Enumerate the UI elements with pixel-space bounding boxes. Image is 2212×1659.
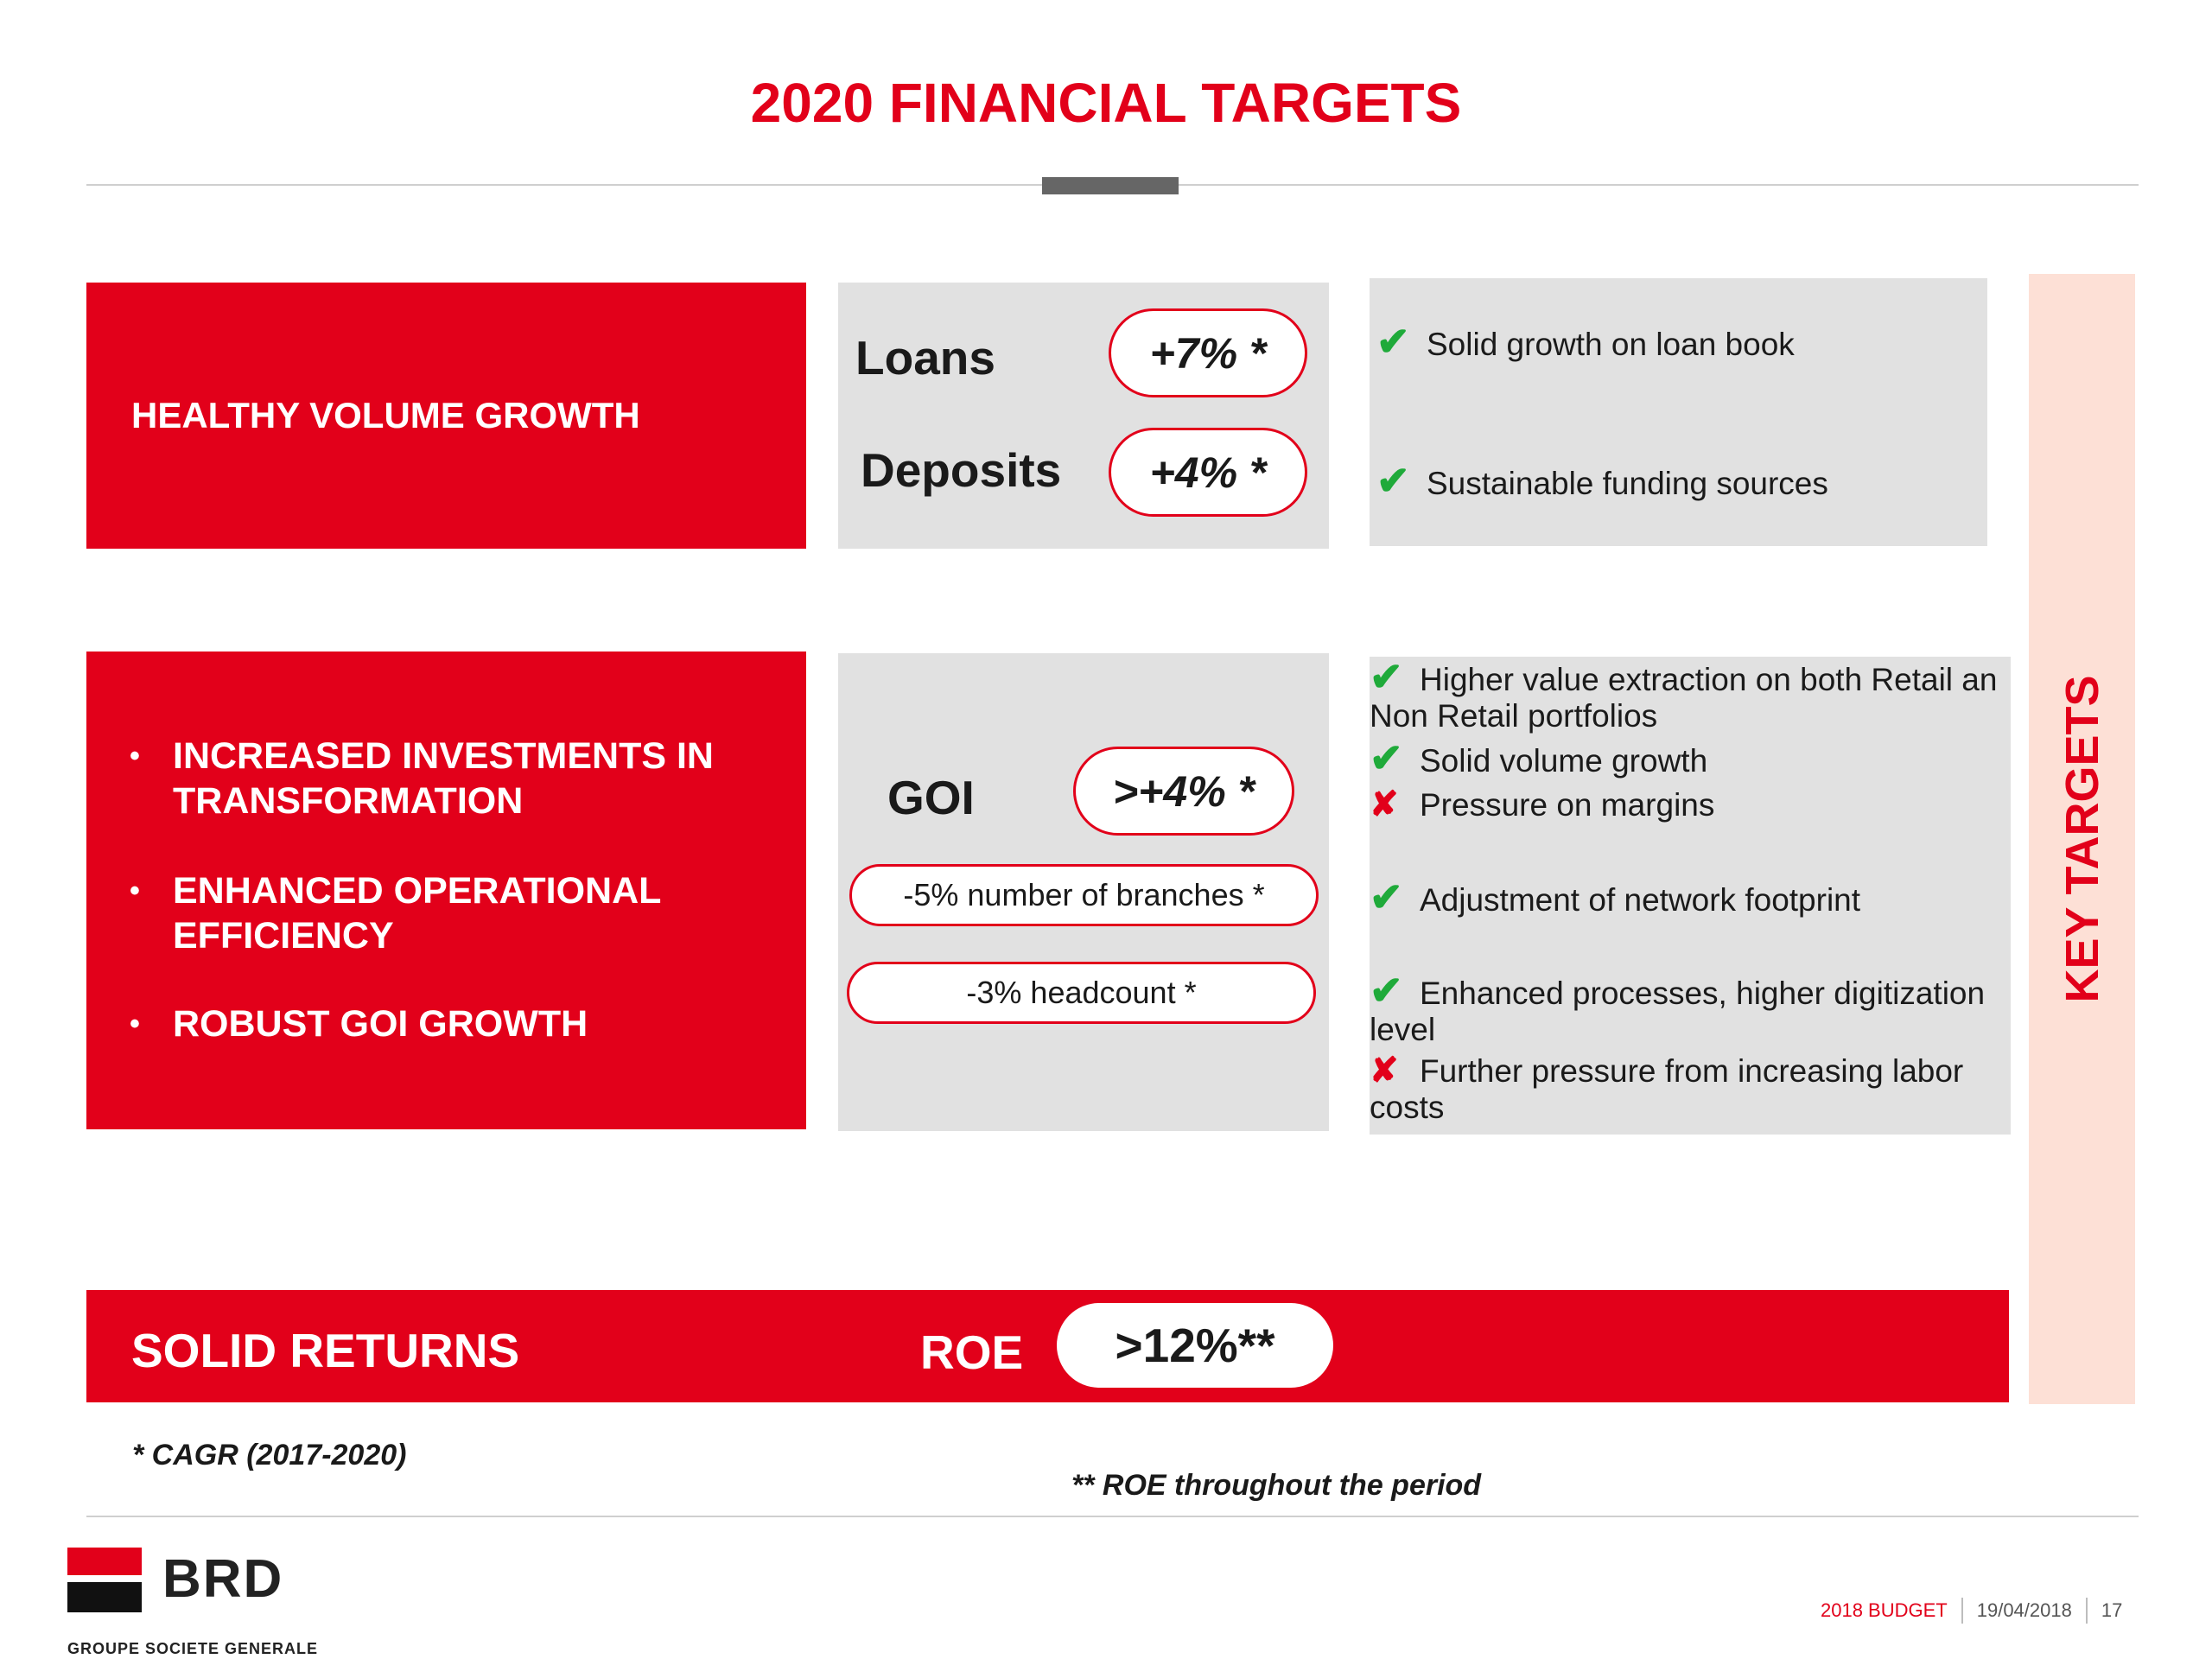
efficiency-commentary-panel xyxy=(1370,654,2011,1135)
check-icon: ✔ xyxy=(1370,968,1403,1013)
volume-commentary-panel xyxy=(1370,278,1987,546)
commentary-item xyxy=(1370,1052,2005,1126)
footer-budget: 2018 BUDGET xyxy=(1821,1599,1948,1621)
deposits-target-pill: +4% * xyxy=(1109,428,1307,517)
loans-label: Loans xyxy=(855,331,995,385)
key-targets-label: KEY TARGETS xyxy=(2056,675,2108,1003)
bullet-item xyxy=(130,734,786,823)
bullet-dot: • xyxy=(130,874,140,907)
goi-targets-panel xyxy=(838,653,1329,1131)
roe-label: ROE xyxy=(920,1325,1024,1379)
commentary-text: Sustainable funding sources xyxy=(1427,466,1828,501)
bullet-dot: • xyxy=(130,1007,140,1040)
commentary-text: Enhanced processes, higher digitization level xyxy=(1370,976,1986,1047)
commentary-item xyxy=(1370,874,2005,919)
check-icon: ✔ xyxy=(1376,319,1410,364)
bullet-text: ENHANCED OPERATIONAL EFFICIENCY xyxy=(173,870,661,957)
cross-icon: ✘ xyxy=(1370,1052,1399,1090)
commentary-text: Adjustment of network footprint xyxy=(1420,882,1861,918)
page-number: 17 xyxy=(2101,1599,2123,1621)
check-icon: ✔ xyxy=(1370,735,1403,780)
roe-target-pill: >12%** xyxy=(1057,1303,1333,1388)
cagr-footnote: * CAGR (2017-2020) xyxy=(132,1439,407,1471)
healthy-volume-growth-box xyxy=(86,283,806,549)
commentary-text: Solid growth on loan book xyxy=(1427,327,1795,362)
goi-target-pill: >+4% * xyxy=(1073,747,1294,836)
goi-label: GOI xyxy=(887,771,975,824)
commentary-item xyxy=(1376,319,1973,364)
commentary-item xyxy=(1370,735,2005,780)
logo-subtitle: GROUPE SOCIETE GENERALE xyxy=(67,1640,319,1657)
logo-red-bar xyxy=(67,1548,142,1575)
header-divider-marker xyxy=(1042,177,1179,194)
check-icon: ✔ xyxy=(1376,458,1410,503)
footer-info xyxy=(1821,1598,2122,1624)
bullet-dot: • xyxy=(130,740,140,772)
roe-footnote: ** ROE throughout the period xyxy=(1071,1469,1482,1502)
commentary-text: Solid volume growth xyxy=(1420,743,1708,779)
deposits-label: Deposits xyxy=(861,443,1062,497)
efficiency-bullets xyxy=(130,734,786,1046)
efficiency-box xyxy=(86,652,806,1129)
bullet-text: INCREASED INVESTMENTS IN TRANSFORMATION xyxy=(173,735,714,822)
bullet-item xyxy=(130,1001,786,1046)
commentary-item xyxy=(1370,786,2005,823)
branches-target-pill: -5% number of branches * xyxy=(849,864,1319,926)
bullet-item xyxy=(130,868,786,958)
commentary-item xyxy=(1370,654,2005,734)
footer-separator xyxy=(2086,1598,2088,1624)
commentary-item xyxy=(1376,458,1973,503)
solid-returns-bar xyxy=(86,1290,2009,1402)
check-icon: ✔ xyxy=(1370,874,1403,919)
healthy-volume-growth-label: HEALTHY VOLUME GROWTH xyxy=(131,395,640,435)
check-icon: ✔ xyxy=(1370,654,1403,699)
loans-target-pill: +7% * xyxy=(1109,308,1307,397)
bullet-text: ROBUST GOI GROWTH xyxy=(173,1003,588,1045)
page-title: 2020 FINANCIAL TARGETS xyxy=(750,72,1462,134)
logo-wordmark: BRD xyxy=(162,1549,284,1609)
commentary-text: Higher value extraction on both Retail an Non Retail portfolios xyxy=(1370,662,1998,734)
logo-black-bar xyxy=(67,1582,142,1612)
cross-icon: ✘ xyxy=(1370,785,1399,823)
brd-logo-icon xyxy=(67,1548,142,1612)
footer-separator xyxy=(1961,1598,1963,1624)
commentary-item xyxy=(1370,968,2005,1048)
footer-date: 19/04/2018 xyxy=(1976,1599,2072,1621)
headcount-target-pill: -3% headcount * xyxy=(847,962,1316,1024)
footer-divider xyxy=(86,1516,2139,1517)
volume-targets-panel xyxy=(838,283,1329,549)
commentary-text: Further pressure from increasing labor costs xyxy=(1370,1053,1964,1125)
commentary-text: Pressure on margins xyxy=(1420,787,1715,823)
key-targets-panel xyxy=(2029,274,2135,1404)
solid-returns-label: SOLID RETURNS xyxy=(131,1324,520,1377)
